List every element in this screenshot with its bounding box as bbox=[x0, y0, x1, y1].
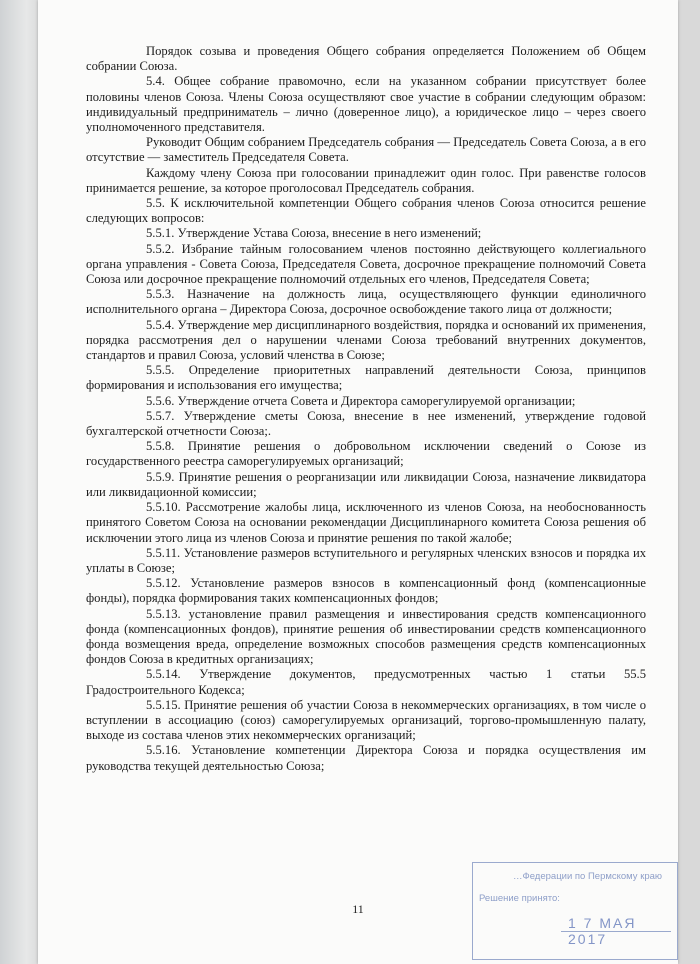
registration-stamp bbox=[472, 862, 678, 960]
paragraph: 5.5.13. установление правил размещения и инвестирования средств компенсационного фонда (компенсационных фондов), принятие решения об инвестировании средств компенсационного фонда возмещения вреда, определение возможных способов размещения средств компенсационных фондов Союза в кредитных организациях; bbox=[86, 606, 646, 667]
stamp-underline bbox=[561, 931, 671, 932]
stamp-date: 1 7 МАЯ 2017 bbox=[568, 915, 637, 947]
paragraph: 5.5.2. Избрание тайным голосованием членов постоянно действующего коллегиального органа управления - Совета Союза, Председателя Совета, досрочное прекращение полномочий Совета Союза или досрочное прекращение полномочий отдельных его членов, Председателя Совета; bbox=[86, 241, 646, 287]
paragraph: 5.5.5. Определение приоритетных направлений деятельности Союза, принципов формирования и использования его имущества; bbox=[86, 363, 646, 393]
paragraph: 5.5.7. Утверждение сметы Союза, внесение в нее изменений, утверждение годовой бухгалтерской отчетности Союза;. bbox=[86, 408, 646, 439]
paragraph: 5.5.15. Принятие решения об участии Союза в некоммерческих организациях, в том числе о вступлении в ассоциацию (союз) саморегулируемых организаций, торгово-промышленную палату, выходе из состава членов этих некоммерческих организаций; bbox=[86, 697, 646, 743]
paragraph: 5.5.1. Утверждение Устава Союза, внесение в него изменений; bbox=[146, 226, 482, 241]
page-number: 11 bbox=[352, 902, 364, 916]
paragraph: Руководит Общим собранием Председатель собрания — Председатель Совета Союза, а в его отсутствие — заместитель Председателя Совета. bbox=[86, 135, 646, 165]
stamp-authority-text: …Федерации по Пермскому краю bbox=[513, 871, 663, 882]
paragraph: 5.5.4. Утверждение мер дисциплинарного воздействия, порядка и оснований их применения, порядка рассмотрения дел о нарушении членами Союза требований внутренних документов, стандартов и правил Союза, условий членства в Союзе; bbox=[86, 317, 646, 363]
paragraph: 5.5.16. Установление компетенции Директора Союза и порядка осуществления им руководства текущей деятельностью Союза; bbox=[86, 743, 646, 773]
paragraph: 5.5.3. Назначение на должность лица, осуществляющего функции единоличного исполнительного органа – Директора Союза, досрочное освобождение такого лица от должности; bbox=[86, 287, 646, 317]
paragraph: 5.5.11. Установление размеров вступительного и регулярных членских взносов и порядка их уплаты в Союзе; bbox=[86, 545, 646, 575]
paragraph: Порядок созыва и проведения Общего собрания определяется Положением об Общем собрании Союза. bbox=[86, 44, 646, 74]
scan-left-margin bbox=[0, 0, 38, 964]
paragraph: 5.5.6. Утверждение отчета Совета и Директора саморегулируемой организации; bbox=[146, 393, 576, 408]
paragraph: Каждому члену Союза при голосовании принадлежит один голос. При равенстве голосов принимается решение, за которое проголосовал Председатель собрания. bbox=[86, 165, 646, 195]
stamp-decision-label: Решение принято: bbox=[479, 893, 560, 904]
paragraph: 5.4. Общее собрание правомочно, если на указанном собрании присутствует более половины членов Союза. Члены Союза осуществляют свое участие в собрании следующим образом: индивидуальный предприниматель – лично (доверенное лицо), а юридическое лицо – через своего уполномоченного представителя. bbox=[86, 74, 646, 135]
paragraph: 5.5.10. Рассмотрение жалобы лица, исключенного из членов Союза, на необоснованность принятого Советом Союза на основании рекомендации Дисциплинарного комитета Союза решения об исключении этого лица из членов Союза и принятие решения по такой жалобе; bbox=[86, 500, 646, 545]
paragraph: 5.5. К исключительной компетенции Общего собрания членов Союза относится решение следующих вопросов: bbox=[86, 196, 646, 226]
paragraph: 5.5.8. Принятие решения о добровольном исключении сведений о Союзе из государственного реестра саморегулируемых организаций; bbox=[86, 439, 646, 469]
paragraph: 5.5.9. Принятие решения о реорганизации или ликвидации Союза, назначение ликвидатора или ликвидационной комиссии; bbox=[86, 469, 646, 499]
paragraph: 5.5.14. Утверждение документов, предусмотренных частью 1 статьи 55.5 Градостроительного Кодекса; bbox=[86, 667, 646, 697]
document-page bbox=[38, 0, 678, 964]
paragraph: 5.5.12. Установление размеров взносов в компенсационный фонд (компенсационные фонды), порядка формирования таких компенсационных фондов; bbox=[86, 576, 646, 606]
document-body bbox=[86, 44, 646, 774]
